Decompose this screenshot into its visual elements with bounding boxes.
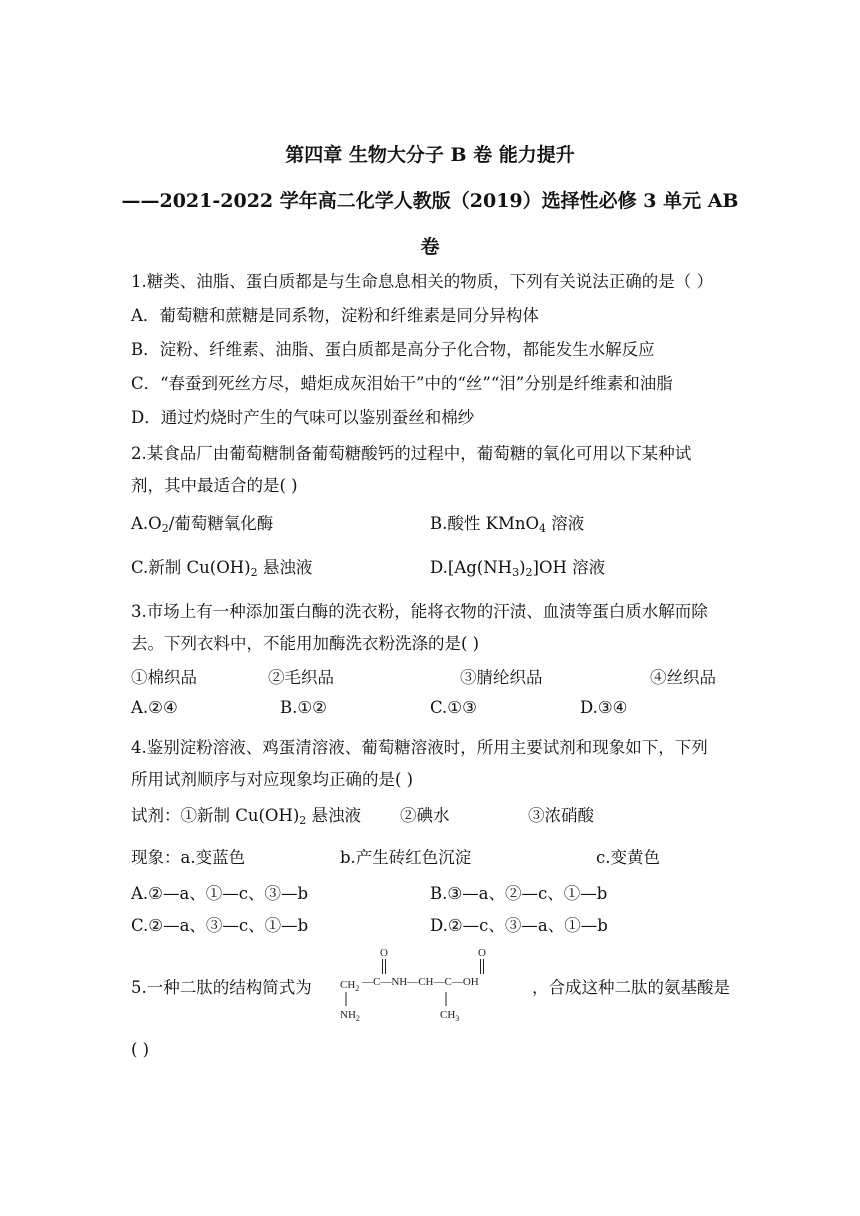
q3-stem-line-2: 去。下列衣料中，不能用加酶洗衣粉洗涤的是( ) <box>131 634 480 653</box>
q3-option-d: D.③④ <box>580 698 628 717</box>
q3-option-a: A.②④ <box>131 698 178 717</box>
q4-reagent-1: 试剂：①新制 $Cu(OH)_2$ 悬浊液 <box>131 806 362 827</box>
q1-stem: 1.糖类、油脂、蛋白质都是与生命息息相关的物质，下列有关说法正确的是（ ） <box>131 272 713 291</box>
q3-option-c: C.①③ <box>430 698 477 717</box>
q4-option-d: D.②—c、③—a、①—b <box>430 916 608 935</box>
q3-item-4: ④丝织品 <box>650 668 716 687</box>
q3-item-2: ②毛织品 <box>268 668 334 687</box>
q4-option-c: C.②—a、③—c、①—b <box>131 916 309 935</box>
q1-option-c: C．“春蚕到死丝方尽，蜡炬成灰泪始干”中的“丝”“泪”分别是纤维素和油脂 <box>131 374 673 393</box>
q4-stem-line-1: 4.鉴别淀粉溶液、鸡蛋清溶液、葡萄糖溶液时，所用主要试剂和现象如下，下列 <box>131 738 708 757</box>
structure-nh2: $NH_2$ <box>340 1009 360 1023</box>
q4-stem-line-2: 所用试剂顺序与对应现象均正确的是( ) <box>131 770 414 789</box>
q2-option-b: B.酸性 KMnO$_4$ 溶液 <box>430 514 585 535</box>
q3-option-b: B.①② <box>280 698 327 717</box>
q1-option-a: A．葡萄糖和蔗糖是同系物，淀粉和纤维素是同分异构体 <box>131 306 539 325</box>
q2-option-c: C.新制 $Cu(OH)_2$ 悬浊液 <box>131 558 313 579</box>
structure-ch3: $CH_3$ <box>440 1009 460 1023</box>
structure-ch2: $CH_2$ <box>340 979 360 993</box>
q2-stem-line-2: 剂，其中最适合的是( ) <box>131 476 298 495</box>
structure-oxygen-1: O <box>380 947 388 959</box>
q2-stem-line-1: 2.某食品厂由葡萄糖制备葡萄糖酸钙的过程中，葡萄糖的氧化可用以下某种试 <box>131 444 692 463</box>
q3-item-3: ③腈纶织品 <box>460 668 543 687</box>
title-line-1: 第四章 生物大分子 B 卷 能力提升 <box>285 144 575 166</box>
q3-stem-line-1: 3.市场上有一种添加蛋白酶的洗衣粉，能将衣物的汗渍、血渍等蛋白质水解而除 <box>131 602 708 621</box>
q1-option-b: B．淀粉、纤维素、油脂、蛋白质都是高分子化合物，都能发生水解反应 <box>131 340 655 359</box>
title-line-2: ——2021-2022 学年高二化学人教版（2019）选择性必修 3 单元 AB <box>121 190 739 212</box>
q4-phenomenon-a: 现象：a.变蓝色 <box>131 848 246 867</box>
q3-item-1: ①棉织品 <box>131 668 197 687</box>
q5-stem-end: ，合成这种二肽的氨基酸是 <box>532 978 730 997</box>
q4-reagent-3: ③浓硝酸 <box>528 806 594 825</box>
q5-stem-start: 5.一种二肽的结构简式为 <box>131 978 312 997</box>
q4-phenomenon-c: c.变黄色 <box>596 848 660 867</box>
title-line-3: 卷 <box>420 236 440 258</box>
structure-oxygen-2: O <box>478 947 486 959</box>
dipeptide-structure <box>336 944 532 1024</box>
q2-option-d: $D.[Ag(NH_3)_2]OH$ 溶液 <box>430 558 606 579</box>
q5-paren: ( ) <box>131 1040 150 1059</box>
structure-main-chain: —C—NH—CH—C—OH <box>362 976 479 988</box>
q4-option-a: A.②—a、①—c、③—b <box>131 884 309 903</box>
q2-option-a: $A.O_2/$葡萄糖氧化酶 <box>131 514 274 535</box>
q1-option-d: D．通过灼烧时产生的气味可以鉴别蚕丝和棉纱 <box>131 408 475 427</box>
q4-phenomenon-b: b.产生砖红色沉淀 <box>340 848 472 867</box>
q4-option-b: B.③—a、②—c、①—b <box>430 884 608 903</box>
q4-reagent-2: ②碘水 <box>400 806 450 825</box>
